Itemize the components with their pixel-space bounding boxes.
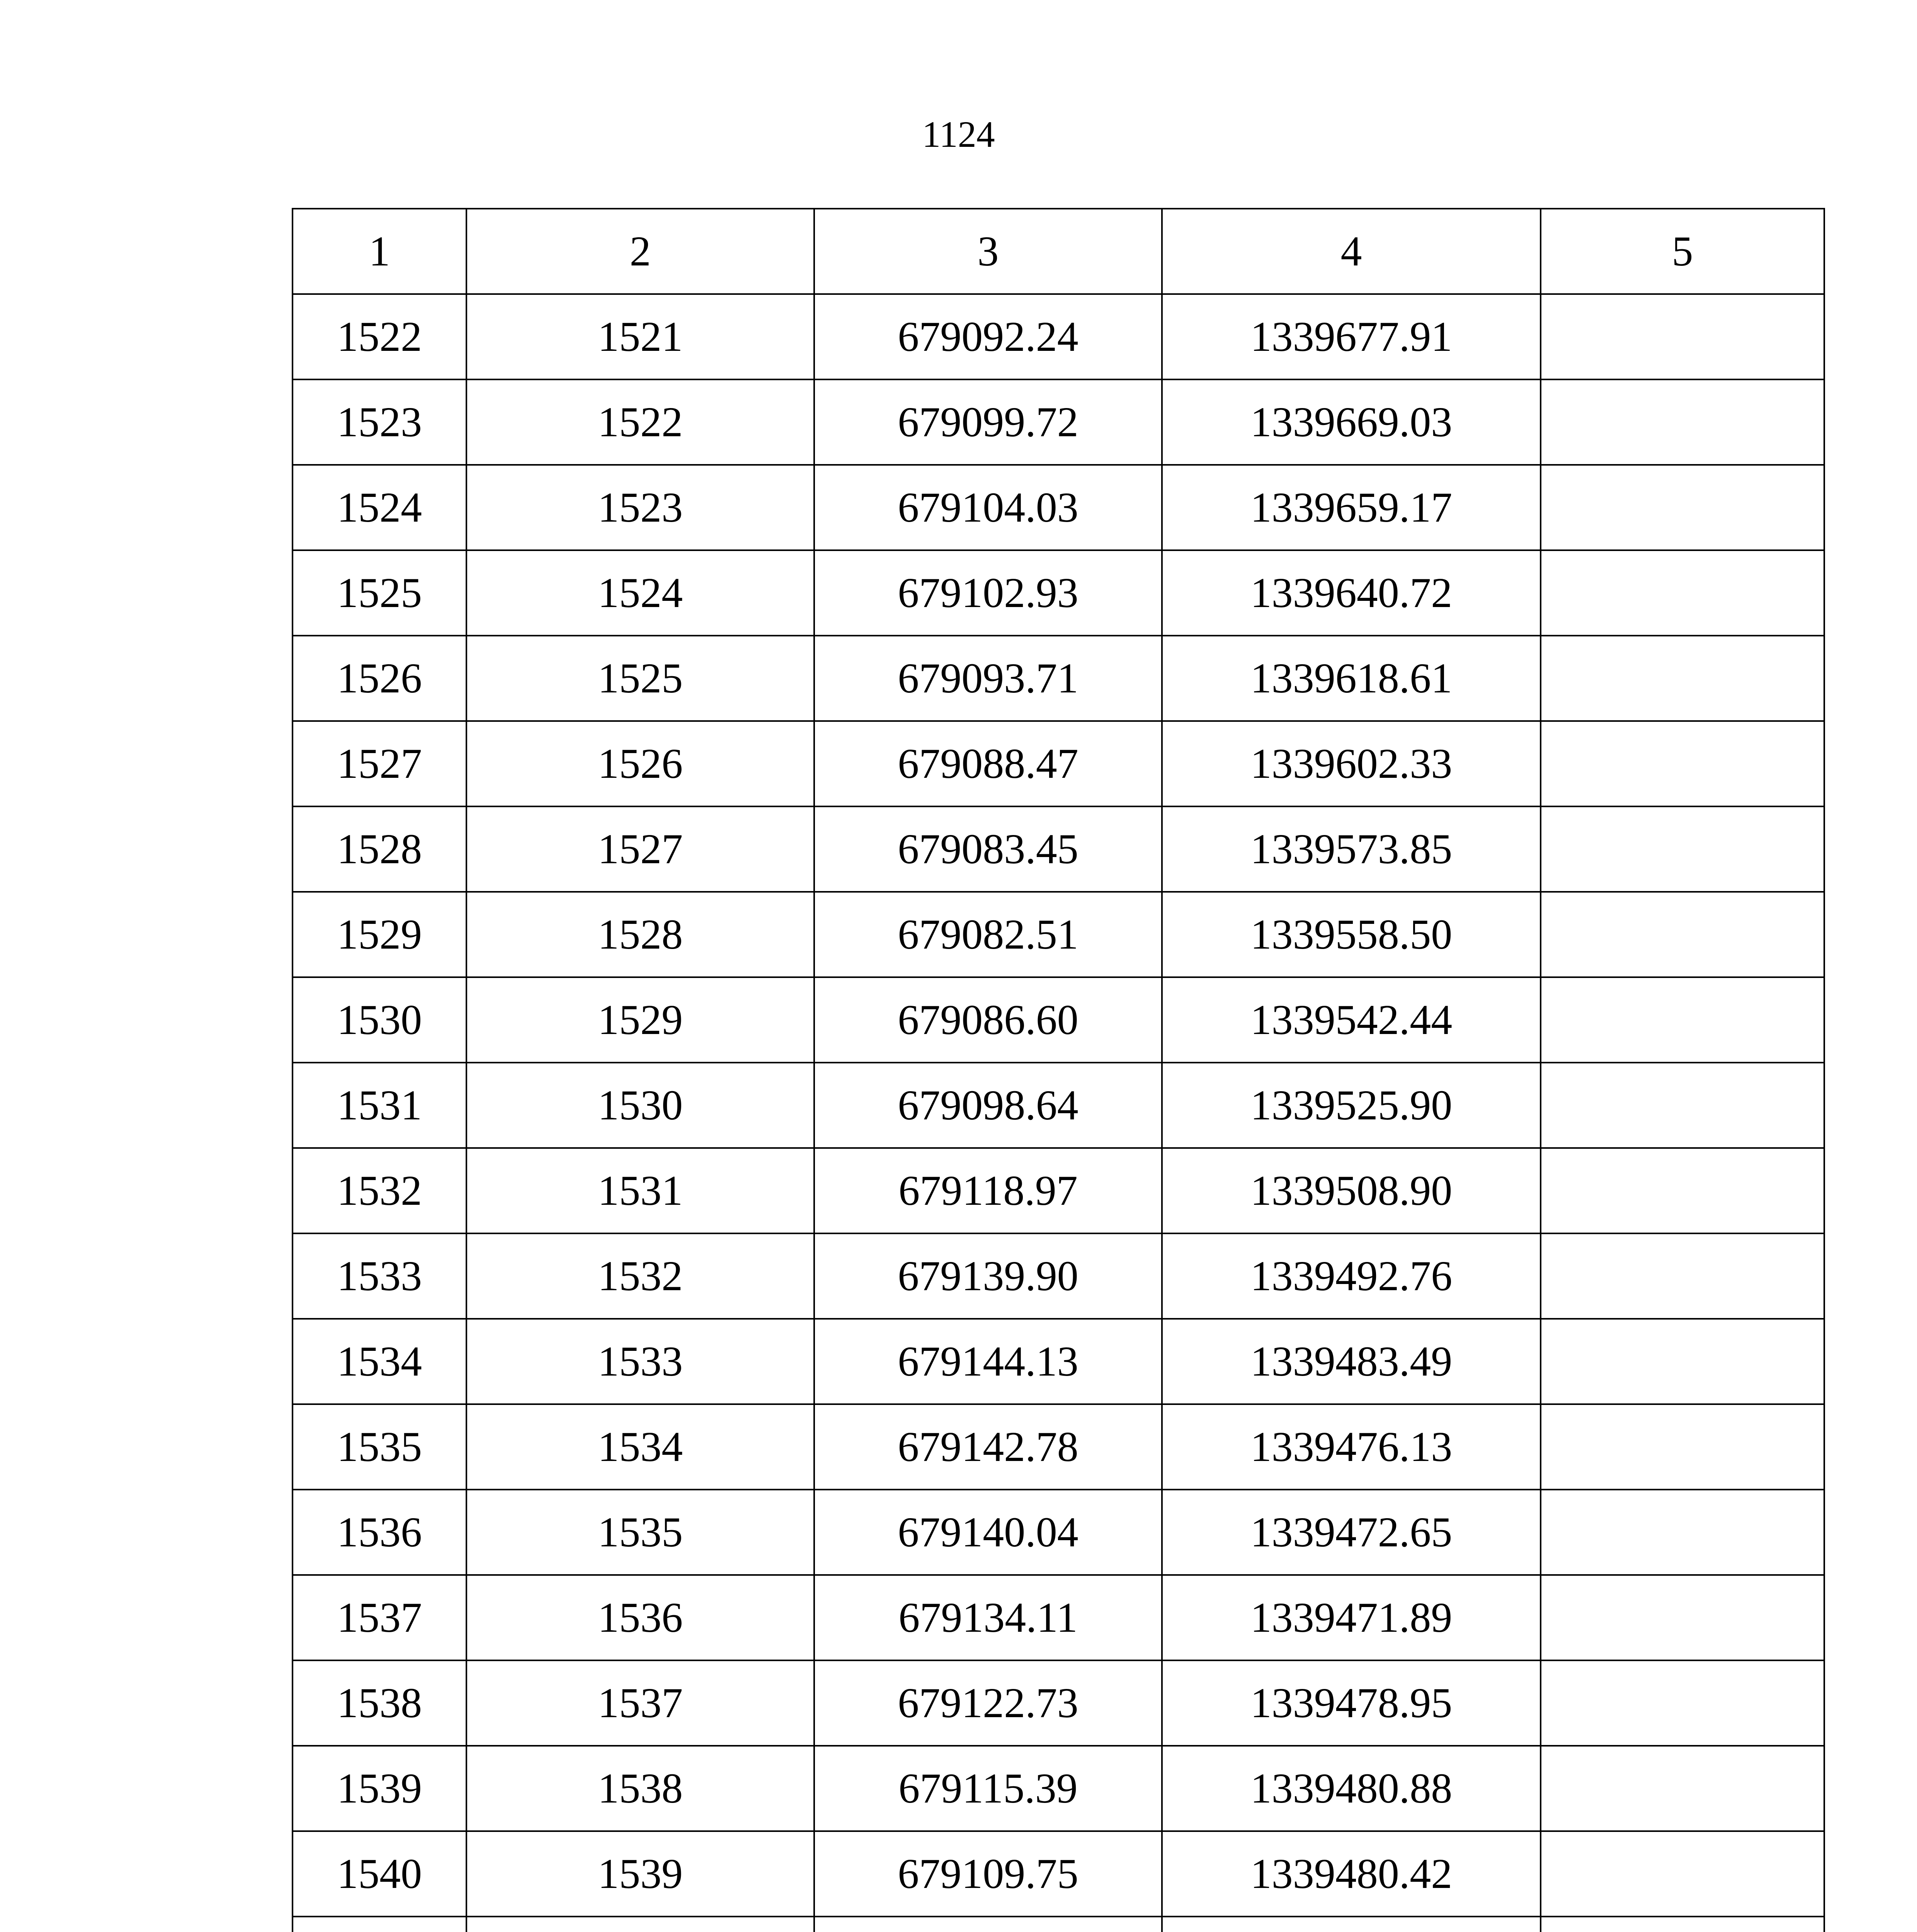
table-row <box>293 1917 1824 1932</box>
table-cell-col3: 679102.93 <box>814 550 1162 636</box>
table-row <box>293 294 1824 379</box>
table-cell-col4 <box>1162 1917 1541 1932</box>
table-cell-col3: 679122.73 <box>814 1660 1162 1746</box>
table-row <box>293 1575 1824 1660</box>
table-cell-col4: 1339669.03 <box>1162 379 1541 465</box>
header-cell-3: 3 <box>814 209 1162 294</box>
table-cell-col5 <box>1541 977 1824 1063</box>
table-cell-col1: 1527 <box>293 721 466 806</box>
table-cell-col1: 1529 <box>293 892 466 977</box>
table-cell-col4: 1339525.90 <box>1162 1063 1541 1148</box>
table-row <box>293 1404 1824 1490</box>
table-row <box>293 1490 1824 1575</box>
table-cell-col5 <box>1541 1575 1824 1660</box>
table-cell-col4: 1339492.76 <box>1162 1233 1541 1319</box>
table-cell-col5 <box>1541 1917 1824 1932</box>
table-cell-col3 <box>814 1917 1162 1932</box>
table-cell-col4: 1339483.49 <box>1162 1319 1541 1404</box>
table-cell-col5 <box>1541 1319 1824 1404</box>
table-cell-col2: 1529 <box>466 977 814 1063</box>
header-cell-4: 4 <box>1162 209 1541 294</box>
table-cell-col2: 1535 <box>466 1490 814 1575</box>
table-cell-col4: 1339618.61 <box>1162 636 1541 721</box>
header-cell-2: 2 <box>466 209 814 294</box>
table-cell-col5 <box>1541 294 1824 379</box>
table-cell-col2: 1533 <box>466 1319 814 1404</box>
table-cell-col4: 1339573.85 <box>1162 806 1541 892</box>
table-cell-col3: 679118.97 <box>814 1148 1162 1233</box>
table-cell-col5 <box>1541 636 1824 721</box>
table-cell-col2: 1524 <box>466 550 814 636</box>
table-cell-col3: 679104.03 <box>814 465 1162 550</box>
table-cell-col4: 1339478.95 <box>1162 1660 1541 1746</box>
table-cell-col3: 679139.90 <box>814 1233 1162 1319</box>
table-cell-col1: 1523 <box>293 379 466 465</box>
table-cell-col5 <box>1541 1831 1824 1917</box>
table-cell-col2: 1538 <box>466 1746 814 1831</box>
table-row <box>293 636 1824 721</box>
table-cell-col4: 1339677.91 <box>1162 294 1541 379</box>
table-cell-col4: 1339476.13 <box>1162 1404 1541 1490</box>
table-row <box>293 465 1824 550</box>
table-cell-col4: 1339480.88 <box>1162 1746 1541 1831</box>
table-row <box>293 1660 1824 1746</box>
table-cell-col4: 1339558.50 <box>1162 892 1541 977</box>
table-row <box>293 1148 1824 1233</box>
table-body <box>293 294 1824 1932</box>
table-cell-col5 <box>1541 1404 1824 1490</box>
table-cell-col1: 1540 <box>293 1831 466 1917</box>
table-cell-col4: 1339542.44 <box>1162 977 1541 1063</box>
table-header-row <box>293 209 1824 294</box>
table-cell-col1: 1535 <box>293 1404 466 1490</box>
table-cell-col5 <box>1541 1490 1824 1575</box>
table-cell-col1: 1532 <box>293 1148 466 1233</box>
table-cell-col2: 1525 <box>466 636 814 721</box>
table-cell-col4: 1339508.90 <box>1162 1148 1541 1233</box>
table-cell-col3: 679115.39 <box>814 1746 1162 1831</box>
table-row <box>293 550 1824 636</box>
table-cell-col2: 1531 <box>466 1148 814 1233</box>
table-cell-col5 <box>1541 1746 1824 1831</box>
table-cell-col2: 1526 <box>466 721 814 806</box>
table-cell-col1 <box>293 1917 466 1932</box>
table-cell-col2: 1530 <box>466 1063 814 1148</box>
table-cell-col4: 1339472.65 <box>1162 1490 1541 1575</box>
table-cell-col1: 1539 <box>293 1746 466 1831</box>
table-cell-col5 <box>1541 806 1824 892</box>
table-row <box>293 1319 1824 1404</box>
table-row <box>293 1746 1824 1831</box>
table-row <box>293 1063 1824 1148</box>
table-cell-col3: 679134.11 <box>814 1575 1162 1660</box>
page-number: 1124 <box>922 114 995 155</box>
table-row <box>293 379 1824 465</box>
table-row <box>293 721 1824 806</box>
table-cell-col1: 1536 <box>293 1490 466 1575</box>
table-cell-col2: 1528 <box>466 892 814 977</box>
table-cell-col4: 1339659.17 <box>1162 465 1541 550</box>
table-cell-col2: 1536 <box>466 1575 814 1660</box>
table-cell-col5 <box>1541 1063 1824 1148</box>
table-cell-col3: 679093.71 <box>814 636 1162 721</box>
table-cell-col4: 1339471.89 <box>1162 1575 1541 1660</box>
table-cell-col1: 1538 <box>293 1660 466 1746</box>
header-cell-5: 5 <box>1541 209 1824 294</box>
table-cell-col4: 1339640.72 <box>1162 550 1541 636</box>
table-cell-col1: 1522 <box>293 294 466 379</box>
table-cell-col3: 679092.24 <box>814 294 1162 379</box>
table-cell-col2: 1527 <box>466 806 814 892</box>
coordinates-table <box>292 208 1825 1932</box>
table-row <box>293 977 1824 1063</box>
table-row <box>293 1831 1824 1917</box>
table-cell-col3: 679142.78 <box>814 1404 1162 1490</box>
table-cell-col1: 1533 <box>293 1233 466 1319</box>
table-cell-col1: 1531 <box>293 1063 466 1148</box>
table-row <box>293 806 1824 892</box>
table-cell-col2 <box>466 1917 814 1932</box>
table-cell-col3: 679098.64 <box>814 1063 1162 1148</box>
table-cell-col1: 1537 <box>293 1575 466 1660</box>
table-cell-col3: 679109.75 <box>814 1831 1162 1917</box>
table-cell-col5 <box>1541 721 1824 806</box>
table-cell-col5 <box>1541 379 1824 465</box>
table-cell-col2: 1523 <box>466 465 814 550</box>
table-cell-col2: 1534 <box>466 1404 814 1490</box>
table-row <box>293 892 1824 977</box>
table-cell-col2: 1537 <box>466 1660 814 1746</box>
table-cell-col3: 679083.45 <box>814 806 1162 892</box>
table-cell-col5 <box>1541 1148 1824 1233</box>
table-header <box>293 209 1824 294</box>
table-cell-col3: 679086.60 <box>814 977 1162 1063</box>
table-cell-col3: 679140.04 <box>814 1490 1162 1575</box>
table-cell-col4: 1339602.33 <box>1162 721 1541 806</box>
table-cell-col3: 679099.72 <box>814 379 1162 465</box>
table-cell-col2: 1532 <box>466 1233 814 1319</box>
table-cell-col3: 679082.51 <box>814 892 1162 977</box>
table-row <box>293 1233 1824 1319</box>
table-cell-col5 <box>1541 1233 1824 1319</box>
table-cell-col5 <box>1541 465 1824 550</box>
table-cell-col5 <box>1541 892 1824 977</box>
table-cell-col1: 1530 <box>293 977 466 1063</box>
table-cell-col5 <box>1541 1660 1824 1746</box>
table-cell-col1: 1524 <box>293 465 466 550</box>
table-cell-col3: 679144.13 <box>814 1319 1162 1404</box>
table-cell-col1: 1534 <box>293 1319 466 1404</box>
table-cell-col2: 1521 <box>466 294 814 379</box>
table-cell-col1: 1528 <box>293 806 466 892</box>
table-cell-col2: 1522 <box>466 379 814 465</box>
table-cell-col1: 1526 <box>293 636 466 721</box>
table-cell-col4: 1339480.42 <box>1162 1831 1541 1917</box>
table-cell-col1: 1525 <box>293 550 466 636</box>
table-cell-col3: 679088.47 <box>814 721 1162 806</box>
table-cell-col5 <box>1541 550 1824 636</box>
table-cell-col2: 1539 <box>466 1831 814 1917</box>
header-cell-1: 1 <box>293 209 466 294</box>
